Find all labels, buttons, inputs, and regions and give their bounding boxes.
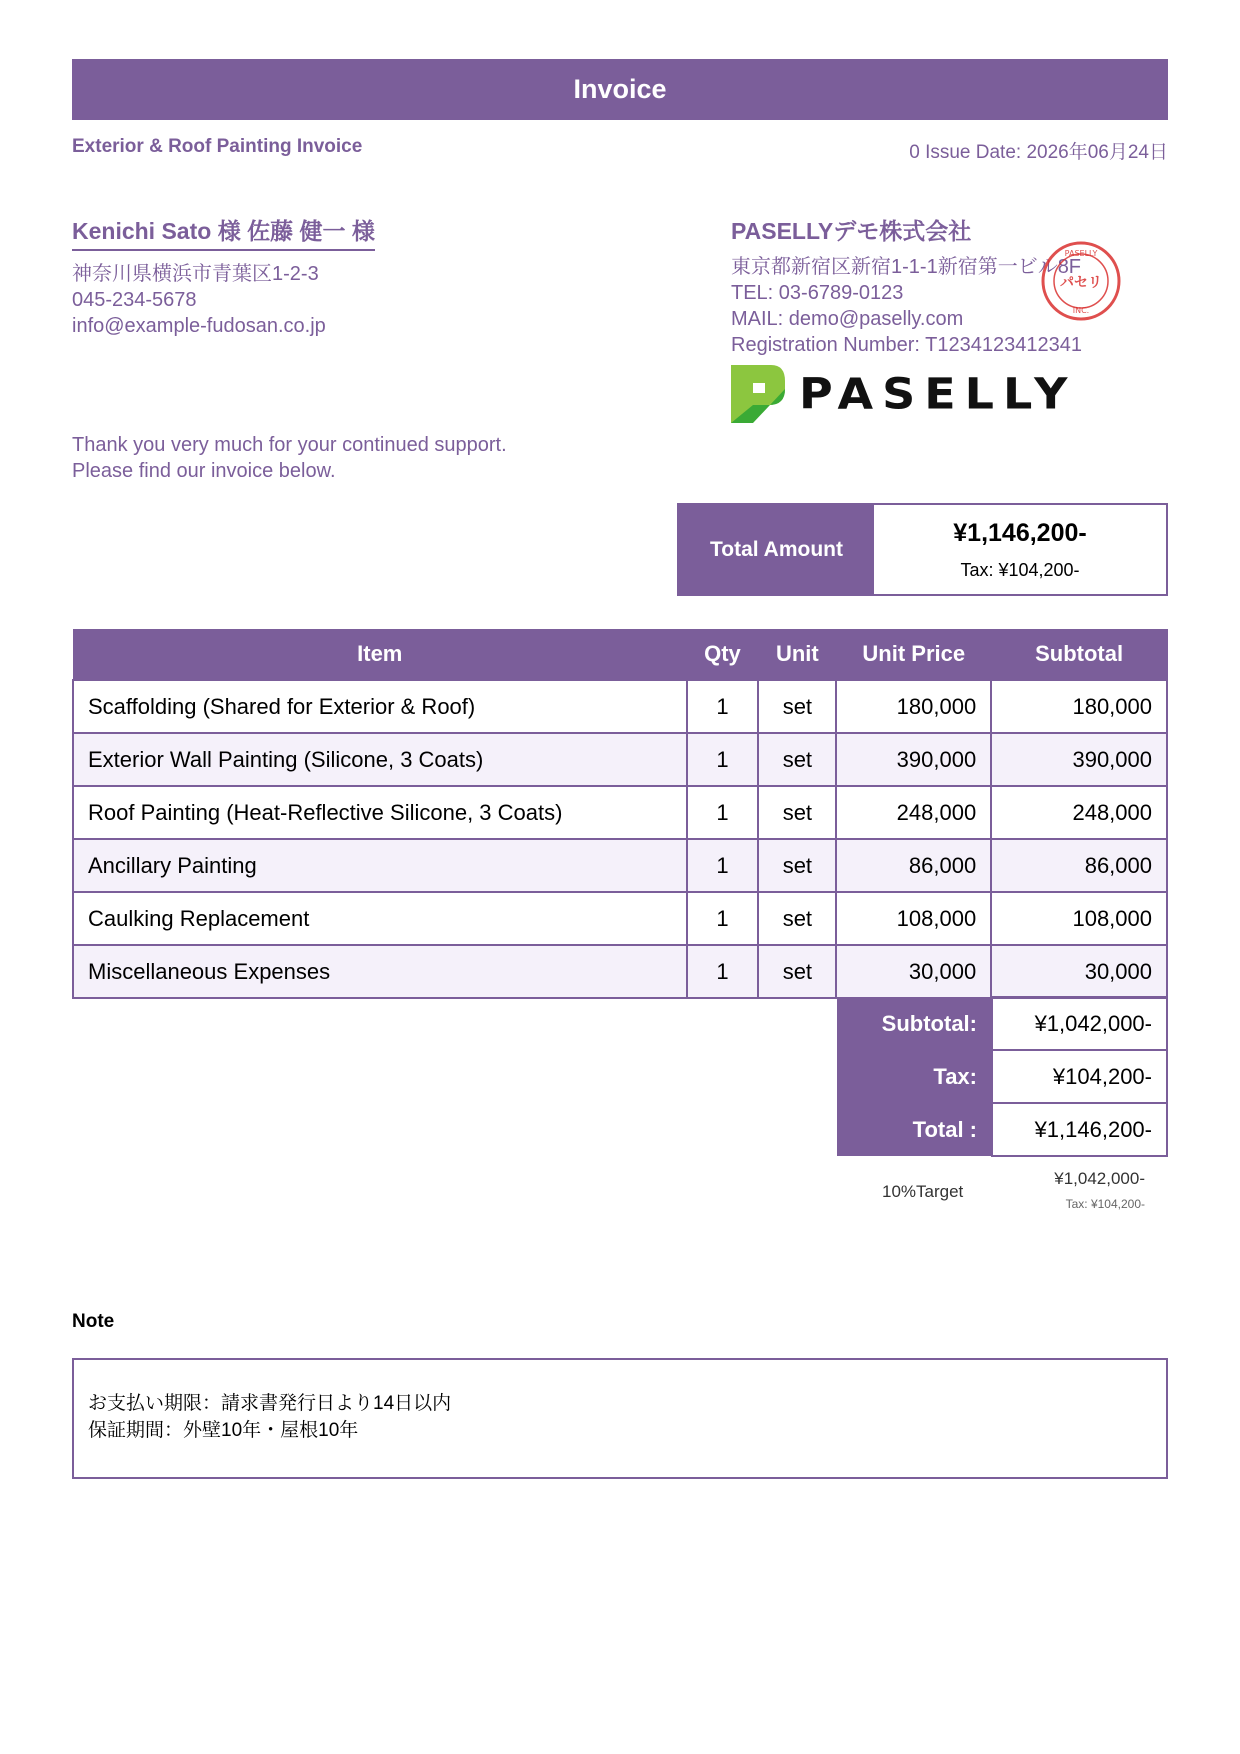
row-unit: set [758,945,836,998]
row-item: Ancillary Painting [73,839,687,892]
customer-address: 神奈川県横浜市青葉区1-2-3 [72,263,319,285]
row-unit-price: 86,000 [836,839,991,892]
table-row [73,892,1167,945]
svg-text:INC.: INC. [1072,306,1090,315]
items-header-row [73,629,1167,680]
company-tel: TEL: 03-6789-0123 [731,282,904,304]
customer-name: Kenichi Sato 様 佐藤 健一 様 [72,213,375,251]
svg-text:PASELLY: PASELLY [1064,249,1098,258]
total-amount-box [677,503,1168,596]
invoice-title: Invoice [72,59,1168,120]
note-label: Note [72,1311,115,1332]
customer-block [72,213,375,339]
row-item: Caulking Replacement [73,892,687,945]
summary-tax-row [837,1050,1167,1103]
note-line-1: お支払い期限：請求書発行日より14日以内 [88,1393,452,1414]
table-row [73,945,1167,998]
row-subtotal: 108,000 [991,892,1167,945]
row-unit: set [758,680,836,733]
thank-you-line-1: Thank you very much for your continued support. [72,434,507,456]
row-qty: 1 [687,945,759,998]
row-qty: 1 [687,680,759,733]
total-amount-value-cell [874,505,1166,594]
table-row [73,680,1167,733]
items-table [72,629,1168,999]
invoice-subtitle: Exterior & Roof Painting Invoice [72,136,363,157]
header-unit: Unit [758,629,836,680]
summary-subtotal-row [837,997,1167,1050]
row-unit: set [758,839,836,892]
leaf-logo-icon [731,365,785,423]
row-item: Miscellaneous Expenses [73,945,687,998]
summary-subtotal-label: Subtotal: [837,997,992,1050]
table-row [73,786,1167,839]
header-subtotal: Subtotal [991,629,1167,680]
header-unit-price: Unit Price [836,629,991,680]
summary-table [837,996,1168,1157]
row-unit-price: 390,000 [836,733,991,786]
note-box [72,1358,1168,1479]
summary-total-value: ¥1,146,200- [992,1103,1167,1156]
customer-phone: 045-234-5678 [72,289,197,311]
table-row [73,733,1167,786]
company-logo [731,365,1076,423]
row-qty: 1 [687,839,759,892]
issue-date: 0 Issue Date: 2026年06月24日 [909,142,1168,163]
total-amount-value: ¥1,146,200- [953,518,1087,547]
table-row [73,839,1167,892]
row-subtotal: 248,000 [991,786,1167,839]
row-unit-price: 30,000 [836,945,991,998]
row-subtotal: 390,000 [991,733,1167,786]
company-mail: MAIL: demo@paselly.com [731,308,964,330]
row-unit-price: 248,000 [836,786,991,839]
row-subtotal: 180,000 [991,680,1167,733]
thank-you-message [72,432,507,484]
summary-tax-value: ¥104,200- [992,1050,1167,1103]
customer-email: info@example-fudosan.co.jp [72,315,326,337]
tax-target-label: 10%Target [882,1182,964,1201]
row-item: Scaffolding (Shared for Exterior & Roof) [73,680,687,733]
summary-total-row [837,1103,1167,1156]
summary-subtotal-value: ¥1,042,000- [992,997,1167,1050]
row-item: Roof Painting (Heat-Reflective Silicone, 3 Coats) [73,786,687,839]
note-line-2: 保証期間：外壁10年・屋根10年 [88,1420,359,1441]
row-item: Exterior Wall Painting (Silicone, 3 Coats) [73,733,687,786]
svg-text:パセリ: パセリ [1060,275,1102,291]
row-unit: set [758,733,836,786]
row-unit-price: 180,000 [836,680,991,733]
row-subtotal: 30,000 [991,945,1167,998]
company-registration: Registration Number: T1234123412341 [731,334,1082,356]
summary-tax-label: Tax: [837,1050,992,1103]
company-block [731,213,1082,358]
tax-target-amount: ¥1,042,000- [1054,1169,1145,1188]
row-qty: 1 [687,892,759,945]
row-subtotal: 86,000 [991,839,1167,892]
row-unit-price: 108,000 [836,892,991,945]
tax-target-tax: Tax: ¥104,200- [1065,1197,1145,1211]
total-amount-label: Total Amount [679,505,874,594]
header-qty: Qty [687,629,759,680]
summary-total-label: Total : [837,1103,992,1156]
company-address: 東京都新宿区新宿1-1-1新宿第一ビル8F [731,256,1082,278]
company-name: PASELLYデモ株式会社 [731,218,972,244]
total-amount-tax: Tax: ¥104,200- [960,559,1080,580]
logo-wordmark: PASELLY [799,369,1077,419]
row-unit: set [758,892,836,945]
company-seal-icon [1040,240,1122,322]
thank-you-line-2: Please find our invoice below. [72,460,336,482]
row-qty: 1 [687,733,759,786]
row-qty: 1 [687,786,759,839]
header-item: Item [73,629,687,680]
row-unit: set [758,786,836,839]
